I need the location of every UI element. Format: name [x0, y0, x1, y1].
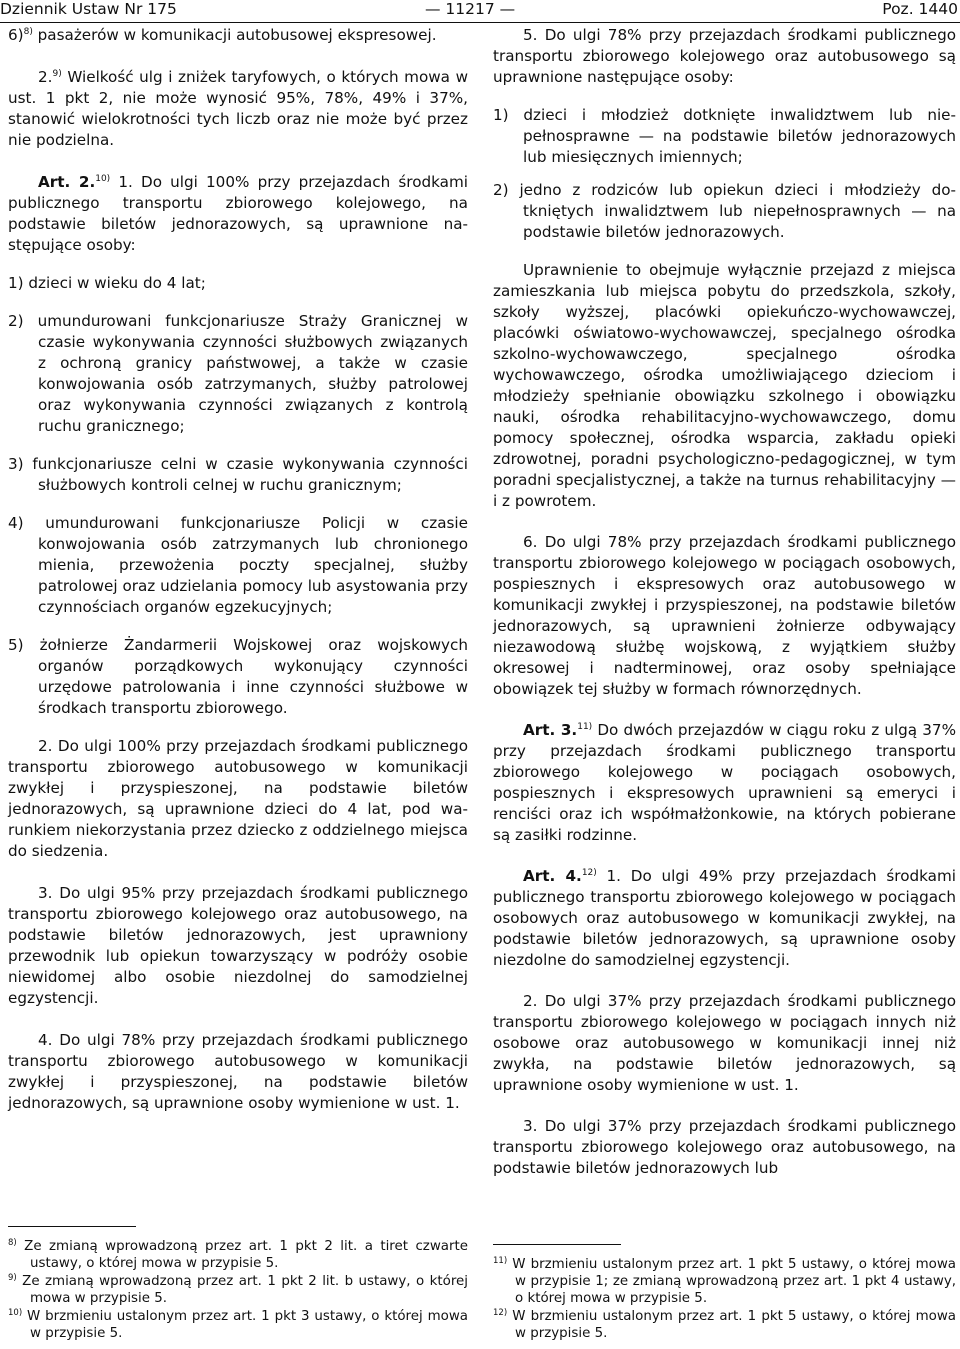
article-4-paragraph-3: 3. Do ulgi 37% przy przejazdach środkami publicznego transportu zbiorowego kolejowego oraz autobusowego, na podstawie biletów jednorazowych lub — [493, 1117, 956, 1177]
page-header — [0, 0, 960, 23]
footnote: $^{11)}$ W brzmieniu ustalonym przez art. 1 pkt 5 ustawy, o której mowa w przypisie 1; ze zmianą wprowadzoną przez art. 1 pkt 4 ustawy, o której mowa w przypisie 5. — [493, 1256, 956, 1306]
paragraph-6: 6)$^{8)}$ pasażerów w komunikacji autobusowej ekspresowej. — [8, 26, 437, 44]
article-2-paragraph-6: 6. Do ulgi 78% przy przejazdach środkami publicznego transportu zbiorowego kolejowego w pociągach osobowych, pospiesznych i ekspresowych oraz autobusowego w komunikacji zwykłej i przyspieszonej, na podstawie biletów jednorazowych, są uprawnieni żołnierze odbywający niezawodową służbę wojskową, z wyjątkiem służby okresowej i nadterminowej, oraz osoby spełniające obowiązek tej służby w formach równorzędnych. — [493, 533, 956, 698]
position-number: Poz. 1440 — [882, 0, 958, 18]
footnotes-right — [493, 1256, 956, 1343]
footnote: $^{12)}$ W brzmieniu ustalonym przez art. 1 pkt 5 ustawy, o której mowa w przypisie 5. — [493, 1308, 956, 1341]
article-2-intro: Art. 2.$^{10)}$ 1. Do ulgi 100% przy przejazdach środkami publicznego transportu zbiorowego kolejowego, na podstawie biletów jednorazowych, są uprawnione następujące osoby: — [8, 173, 468, 254]
footnote-divider — [493, 1244, 621, 1245]
page-number: — 11217 — — [425, 0, 516, 18]
article-2-paragraph-2: 2. Do ulgi 100% przy przejazdach środkami publicznego transportu zbiorowego autobusowego w komunikacji zwykłej i przyspieszonej, na podstawie biletów jednorazowych, są uprawnione dzieci do 4 lat, pod warunkiem niekorzystania przez dziecko z oddzielnego miejsca do siedzenia. — [8, 737, 468, 860]
footnote: $^{10)}$ W brzmieniu ustalonym przez art. 1 pkt 3 ustawy, o której mowa w przypisie 5. — [8, 1308, 468, 1341]
article-2-paragraph-3: 3. Do ulgi 95% przy przejazdach środkami publicznego transportu zbiorowego kolejowego oraz autobusowego, na podstawie biletów jednorazowych, jest uprawniony przewodnik lub opiekun towarzyszący w podróży osobie niewidomej albo osobie niezdolnej do samodzielnej egzystencji. — [8, 884, 468, 1007]
list-item: 2) jedno z rodziców lub opiekun dzieci i młodzieży dotkniętych inwalidztwem lub niepełnosprawnych — na podstawie biletów jednorazowych. — [493, 181, 956, 241]
article-4-paragraph-2: 2. Do ulgi 37% przy przejazdach środkami publicznego transportu zbiorowego kolejowego w pociągach innych niż osobowe oraz autobusowego w komunikacji innej niż zwykła, na podstawie biletów jednorazowych, są uprawnione osoby wymienione w ust. 1. — [493, 992, 956, 1094]
list-item: 5) żołnierze Żandarmerii Wojskowej oraz wojskowych organów porządkowych wykonujący czynności urzędowe patrolowania i inne czynności służbowe w środkach transportu zbiorowego. — [8, 636, 468, 717]
right-column — [493, 25, 956, 1192]
article-4-paragraph-1: Art. 4.$^{12)}$ 1. Do ulgi 49% przy przejazdach środkami publicznego transportu zbiorowego kolejowego w pociągach osobowych oraz autobusowego w komunikacji zwykłej, na podstawie biletów jednorazowych, są uprawnione osoby niezdolne do samodzielnej egzystencji. — [493, 867, 956, 969]
article-3: Art. 3.$^{11)}$ Do dwóch przejazdów w ciągu roku z ulgą 37% przy przejazdach środkami publicznego transportu zbiorowego kolejowego w pociągach osobowych, pospiesznych i ekspresowych uprawnieni są emeryci i renciści oraz ich współmałżonkowie, na których pobierane są zasiłki rodzinne. — [493, 721, 957, 844]
list-item: 4) umundurowani funkcjonariusze Policji w czasie konwojowania osób zatrzymanych lub chronionego mienia, przewożenia poczty specjalnej, służby patrolowej oraz udzielania pomocy lub asystowania przy czynnościach organów egzekucyjnych; — [8, 514, 468, 616]
list-item: 2) umundurowani funkcjonariusze Straży Granicznej w czasie wykonywania czynności służbowych związanych z ochroną granicy państwowej, a także w czasie konwojowania osób zatrzymanych, służby patrolowej oraz wykonywania czynności związanych z kontrolą ruchu granicznego; — [8, 312, 468, 435]
left-column — [8, 25, 468, 1127]
article-2-paragraph-4: 4. Do ulgi 78% przy przejazdach środkami publicznego transportu zbiorowego autobusowego w komunikacji zwykłej i przyspieszonej, na podstawie biletów jednorazowych, są uprawnione osoby wymienione w ust. 1. — [8, 1031, 468, 1112]
footnote: $^{9)}$ Ze zmianą wprowadzoną przez art. 1 pkt 2 lit. b ustawy, o której mowa w przypisie 5. — [8, 1273, 468, 1306]
list-item: 3) funkcjonariusze celni w czasie wykonywania czynności służbowych kontroli celnej w ruchu granicznym; — [8, 455, 468, 494]
footnote-divider — [8, 1226, 136, 1227]
footnotes-left — [8, 1238, 468, 1343]
article-2-paragraph-5: 5. Do ulgi 78% przy przejazdach środkami publicznego transportu zbiorowego kolejowego oraz autobusowego są uprawnione następujące osoby: — [493, 26, 956, 86]
list-item: 1) dzieci w wieku do 4 lat; — [8, 274, 206, 292]
journal-title: Dziennik Ustaw Nr 175 — [0, 0, 177, 18]
footnote: $^{8)}$ Ze zmianą wprowadzoną przez art. 1 pkt 2 lit. a tiret czwarte ustawy, o której mowa w przypisie 5. — [8, 1238, 468, 1271]
list-item: 1) dzieci i młodzież dotknięte inwalidztwem lub niepełnosprawne — na podstawie biletów jednorazowych lub miesięcznych imiennych; — [493, 106, 956, 166]
entitlement-paragraph: Uprawnienie to obejmuje wyłącznie przejazd z miejsca zamieszkania lub miejsca pobytu do przedszkola, szkoły, szkoły wyższej, placówki opiekuńczo-wychowawczej, placówki oświatowo-wychowawczej, specjalnego ośrodka szkolno-wychowawczego, specjalnego ośrodka wychowawczego, ośrodka umożliwiającego dzieciom i młodzieży spełnianie obowiązku szkolnego i obowiązku nauki, ośrodka rehabilitacyjno-wychowawczego, domu pomocy społecznej, ośrodka wsparcia, zakładu opieki zdrowotnej, poradni psychologiczno-pedagogicznej, w tym poradni specjalistycznej, a także na turnus rehabilitacyjny — i z powrotem. — [493, 261, 956, 510]
paragraph-2: 2.$^{9)}$ Wielkość ulg i zniżek taryfowych, o których mowa w ust. 1 pkt 2, nie może wynosić 95%, 78%, 49% i 37%, stanowić wielokrotności tych liczb oraz nie może być przez nie podzielna. — [8, 68, 468, 149]
